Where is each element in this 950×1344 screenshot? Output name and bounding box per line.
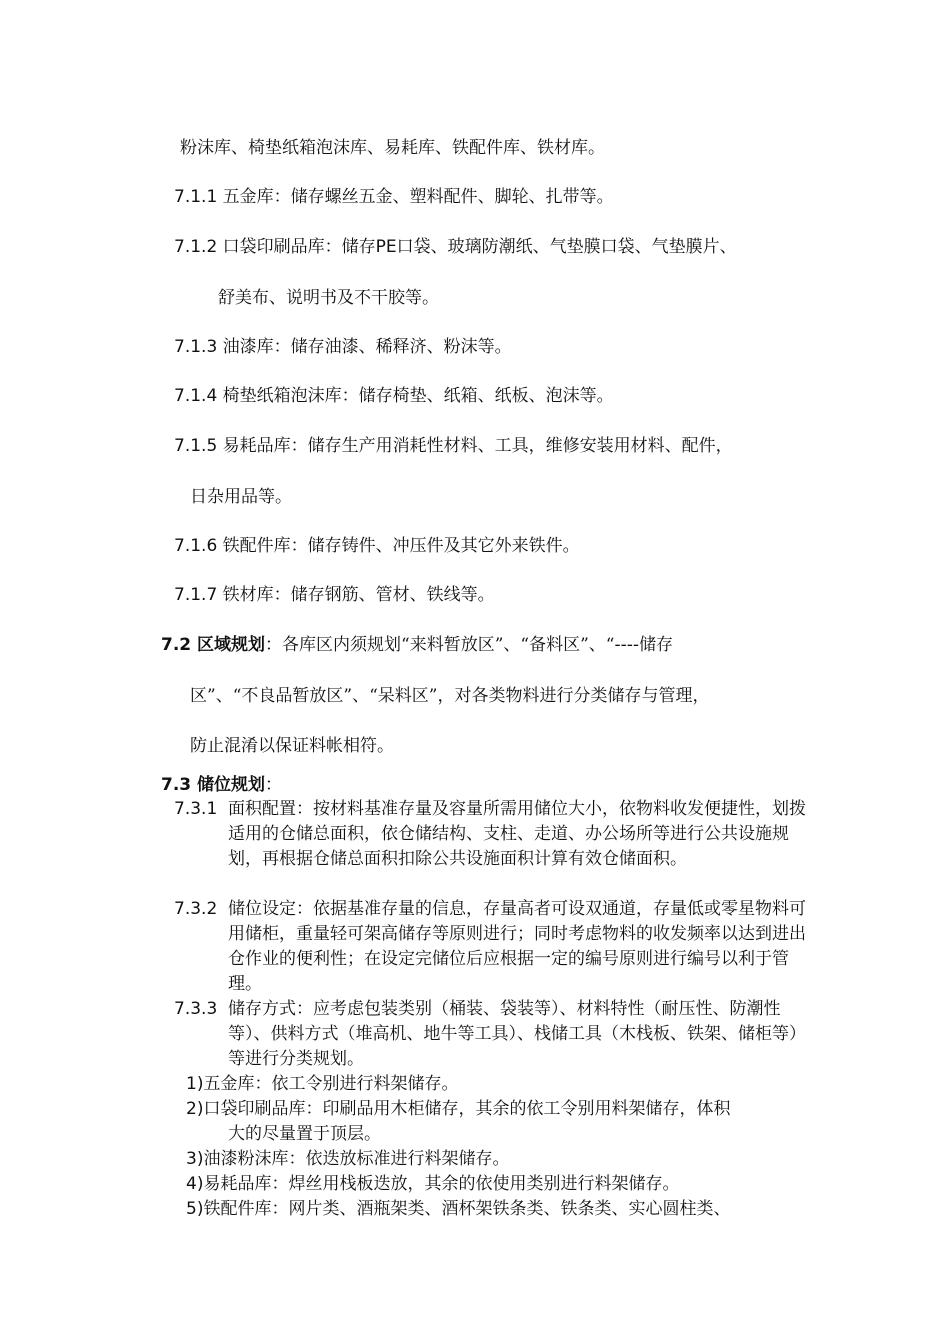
section-text: 椅垫纸箱泡沫库：储存椅垫、纸箱、纸板、泡沫等。 <box>222 386 614 406</box>
paragraph-warehouse-list <box>180 138 605 158</box>
section-7-3-3-number: 7.3.3 <box>174 999 218 1019</box>
list-number: 1) <box>186 1074 204 1094</box>
section-7-3 <box>161 775 282 795</box>
section-text: 易耗品库：储存生产用消耗性材料、工具，维修安装用材料、配件， <box>222 436 733 456</box>
section-7-2 <box>161 635 673 655</box>
list-number: 3) <box>186 1149 204 1169</box>
list-item-1 <box>186 1072 458 1097</box>
list-text: 五金库：依工令别进行料架储存。 <box>203 1074 459 1094</box>
section-7-2-continuation-1 <box>190 686 709 706</box>
list-number: 5) <box>186 1199 204 1219</box>
list-text: 易耗品库：焊丝用栈板迭放，其余的依使用类别进行料架储存。 <box>203 1174 680 1194</box>
section-7-3-2-number: 7.3.2 <box>174 899 218 919</box>
section-7-3-2-text: 储位设定：依据基准存量的信息，存量高者可设双通道，存量低或零星物料可用储柜，重量轻可架高储存等原则进行；同时考虑物料的收发频率以达到进出仓作业的便利性；在设定完储位后应根据一定的编号原则进行编号以利于管理。 <box>228 899 806 994</box>
section-heading: 7.2 区域规划 <box>161 635 266 655</box>
continuation-text: 防止混淆以保证料帐相符。 <box>190 736 394 756</box>
section-7-1-5 <box>174 436 733 456</box>
section-7-1-5-continuation <box>190 487 292 507</box>
section-7-1-4 <box>174 386 614 406</box>
section-text: 五金库：储存螺丝五金、塑料配件、脚轮、扎带等。 <box>222 187 614 207</box>
list-item-5 <box>186 1197 730 1222</box>
section-text-cont: 口袋、玻璃防潮纸、气垫膜口袋、气垫膜片、 <box>396 237 737 257</box>
section-7-1-6 <box>174 536 580 556</box>
section-number: 7.1.4 <box>174 386 218 406</box>
list-text: 铁配件库：网片类、酒瓶架类、酒杯架铁条类、铁条类、实心圆柱类、 <box>203 1199 731 1219</box>
section-number: 7.1.3 <box>174 337 218 357</box>
continuation-text: 日杂用品等。 <box>190 487 292 507</box>
continuation-text: 舒美布、说明书及不干胶等。 <box>218 288 439 308</box>
list-number: 2) <box>186 1099 204 1119</box>
section-text: 铁配件库：储存铸件、冲压件及其它外来铁件。 <box>222 536 580 556</box>
section-text: 油漆库：储存油漆、稀释济、粉沫等。 <box>222 337 512 357</box>
section-7-2-continuation-2 <box>190 736 394 756</box>
list-item-4 <box>186 1172 679 1197</box>
section-7-1-2 <box>174 237 737 257</box>
list-item-2 <box>186 1097 730 1122</box>
section-heading: 7.3 储位规划 <box>161 775 266 795</box>
section-7-1-1 <box>174 187 614 207</box>
list-text: 口袋印刷品库：印刷品用木柜储存，其余的依工令别用料架储存，体积 <box>203 1099 731 1119</box>
dashes: ---- <box>614 635 640 655</box>
section-text: ：各库区内须规划“来料暂放区”、“备料区”、“ <box>265 635 615 655</box>
list-item-2-continuation: 大的尽量置于顶层。 <box>228 1124 381 1144</box>
section-text: 口袋印刷品库：储存 <box>222 237 376 257</box>
section-number: 7.1.7 <box>174 585 218 605</box>
continuation-text: 区”、“不良品暂放区”、“呆料区”，对各类物料进行分类储存与管理， <box>190 686 710 706</box>
heading-colon: ： <box>265 775 283 795</box>
section-7-1-7 <box>174 585 495 605</box>
pe-term: PE <box>375 237 397 257</box>
section-number: 7.1.5 <box>174 436 218 456</box>
section-text-end: 储存 <box>639 635 674 655</box>
section-text: 铁材库：储存钢筋、管材、铁线等。 <box>222 585 495 605</box>
section-number: 7.1.1 <box>174 187 218 207</box>
section-7-3-1-number: 7.3.1 <box>174 799 218 819</box>
list-text: 油漆粉沫库：依迭放标准进行料架储存。 <box>203 1149 510 1169</box>
section-7-1-3 <box>174 337 512 357</box>
section-number: 7.1.6 <box>174 536 218 556</box>
section-number: 7.1.2 <box>174 237 218 257</box>
section-7-1-2-continuation <box>218 288 439 308</box>
list-item-3 <box>186 1147 509 1172</box>
section-7-3-3-text: 储存方式：应考虑包装类别（桶装、袋装等）、材料特性（耐压性、防潮性等）、供料方式（堆高机、地牛等工具）、栈储工具（木栈板、铁架、储柜等）等进行分类规划。 <box>228 999 806 1069</box>
paragraph-text: 粉沫库、椅垫纸箱泡沫库、易耗库、铁配件库、铁材库。 <box>180 138 605 158</box>
section-7-3-1-text: 面积配置：按材料基准存量及容量所需用储位大小，依物料收发便捷性，划拨适用的仓储总面积，依仓储结构、支柱、走道、办公场所等进行公共设施规划，再根据仓储总面积扣除公共设施面积计算有效仓储面积。 <box>228 799 806 869</box>
list-number: 4) <box>186 1174 204 1194</box>
